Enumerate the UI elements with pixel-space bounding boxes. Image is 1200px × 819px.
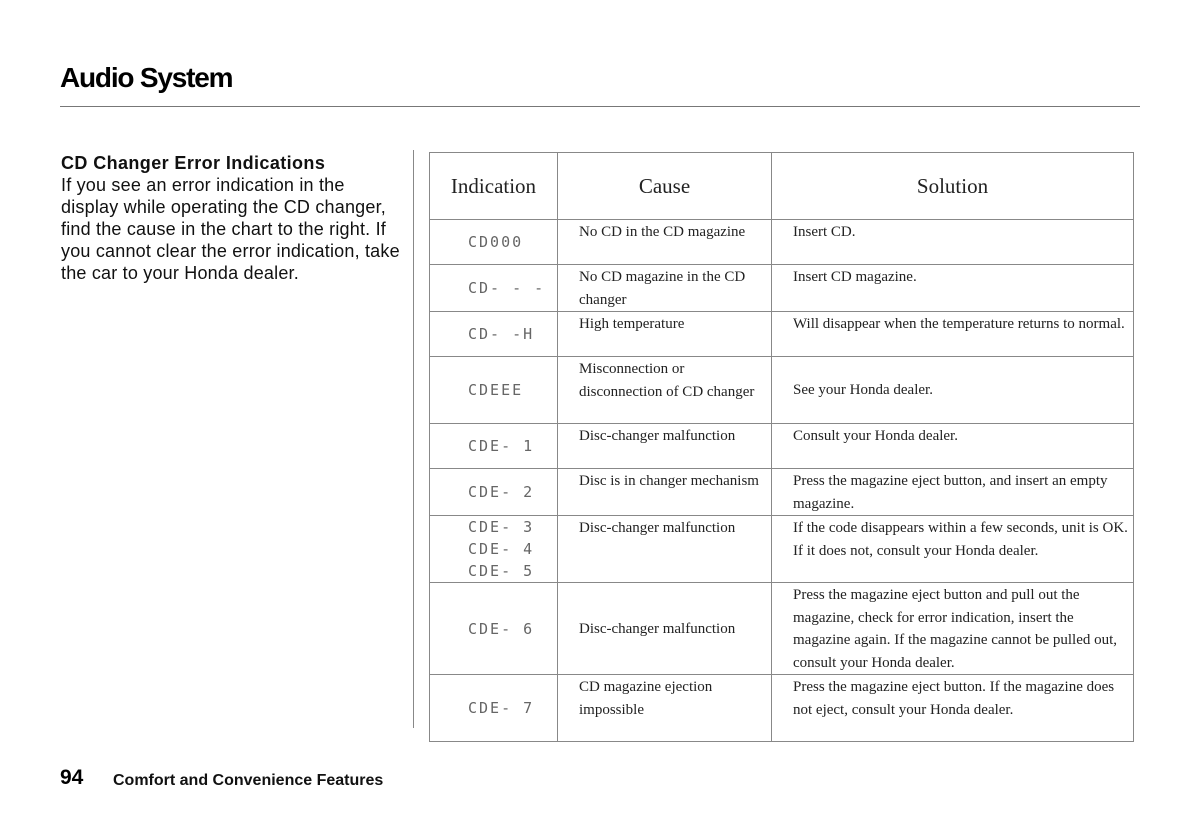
cause-cell: Disc-changer malfunction <box>558 424 772 469</box>
indication-cell <box>430 583 558 675</box>
display-code: CDE- 6 <box>468 619 535 638</box>
solution-cell: See your Honda dealer. <box>772 357 1134 424</box>
cause-cell: Disc is in changer mechanism <box>558 469 772 516</box>
intro-section <box>61 152 406 284</box>
cause-cell: No CD in the CD magazine <box>558 220 772 265</box>
display-code: CDEEE <box>468 381 524 399</box>
solution-cell: Consult your Honda dealer. <box>772 424 1134 469</box>
solution-cell: Press the magazine eject button. If the magazine does not eject, consult your Honda dealer. <box>772 675 1134 742</box>
solution-cell: If the code disappears within a few seconds, unit is OK. If it does not, consult your Honda dealer. <box>772 516 1134 583</box>
table-row <box>430 583 1134 675</box>
display-code: CDE- 7 <box>468 699 535 717</box>
display-code: CD- - - <box>468 279 546 297</box>
page-title: Audio System <box>60 62 233 93</box>
display-code: CDE- 5 <box>468 562 535 580</box>
display-code: CD- -H <box>468 325 535 343</box>
display-code: CDE- 3 <box>468 518 535 536</box>
indication-cell <box>430 357 558 424</box>
table-row <box>430 220 1134 265</box>
column-header-solution: Solution <box>772 153 1134 220</box>
cause-cell: Disc-changer malfunction <box>558 516 772 583</box>
indication-cell <box>430 220 558 265</box>
indication-cell <box>430 516 558 583</box>
table-row <box>430 265 1134 312</box>
display-code: CDE- 2 <box>468 483 535 501</box>
intro-text: If you see an error indication in the display while operating the CD changer, find the cause in the chart to the right. If you cannot clear the error indication, take the car to your Honda dealer. <box>61 175 400 283</box>
cause-cell: High temperature <box>558 312 772 357</box>
indication-cell <box>430 469 558 516</box>
table-row <box>430 357 1134 424</box>
section-heading: CD Changer Error Indications <box>61 153 326 173</box>
section-name: Comfort and Convenience Features <box>113 772 384 789</box>
error-indication-table <box>429 152 1134 742</box>
table-row <box>430 469 1134 516</box>
display-code: CD000 <box>468 233 524 251</box>
solution-cell: Insert CD. <box>772 220 1134 265</box>
column-header-cause: Cause <box>558 153 772 220</box>
header-rule <box>60 106 1140 107</box>
cause-cell: CD magazine ejection impossible <box>558 675 772 742</box>
indication-cell <box>430 265 558 312</box>
table-row <box>430 675 1134 742</box>
display-code: CDE- 4 <box>468 540 535 558</box>
column-divider <box>413 150 414 728</box>
indication-cell <box>430 424 558 469</box>
indication-cell <box>430 675 558 742</box>
page-number: 94 <box>60 766 84 789</box>
solution-cell: Insert CD magazine. <box>772 265 1134 312</box>
table-row <box>430 516 1134 583</box>
cause-cell: No CD magazine in the CD changer <box>558 265 772 312</box>
column-header-indication: Indication <box>430 153 558 220</box>
solution-cell: Press the magazine eject button, and insert an empty magazine. <box>772 469 1134 516</box>
table-row <box>430 312 1134 357</box>
solution-cell: Press the magazine eject button and pull out the magazine, check for error indication, insert the magazine again. If the magazine cannot be pulled out, consult your Honda dealer. <box>772 583 1134 675</box>
cause-cell: Misconnection or disconnection of CD changer <box>558 357 772 424</box>
table-header-row <box>430 153 1134 220</box>
solution-cell: Will disappear when the temperature returns to normal. <box>772 312 1134 357</box>
indication-cell <box>430 312 558 357</box>
cause-cell: Disc-changer malfunction <box>558 583 772 675</box>
table-row <box>430 424 1134 469</box>
display-code: CDE- 1 <box>468 437 535 455</box>
